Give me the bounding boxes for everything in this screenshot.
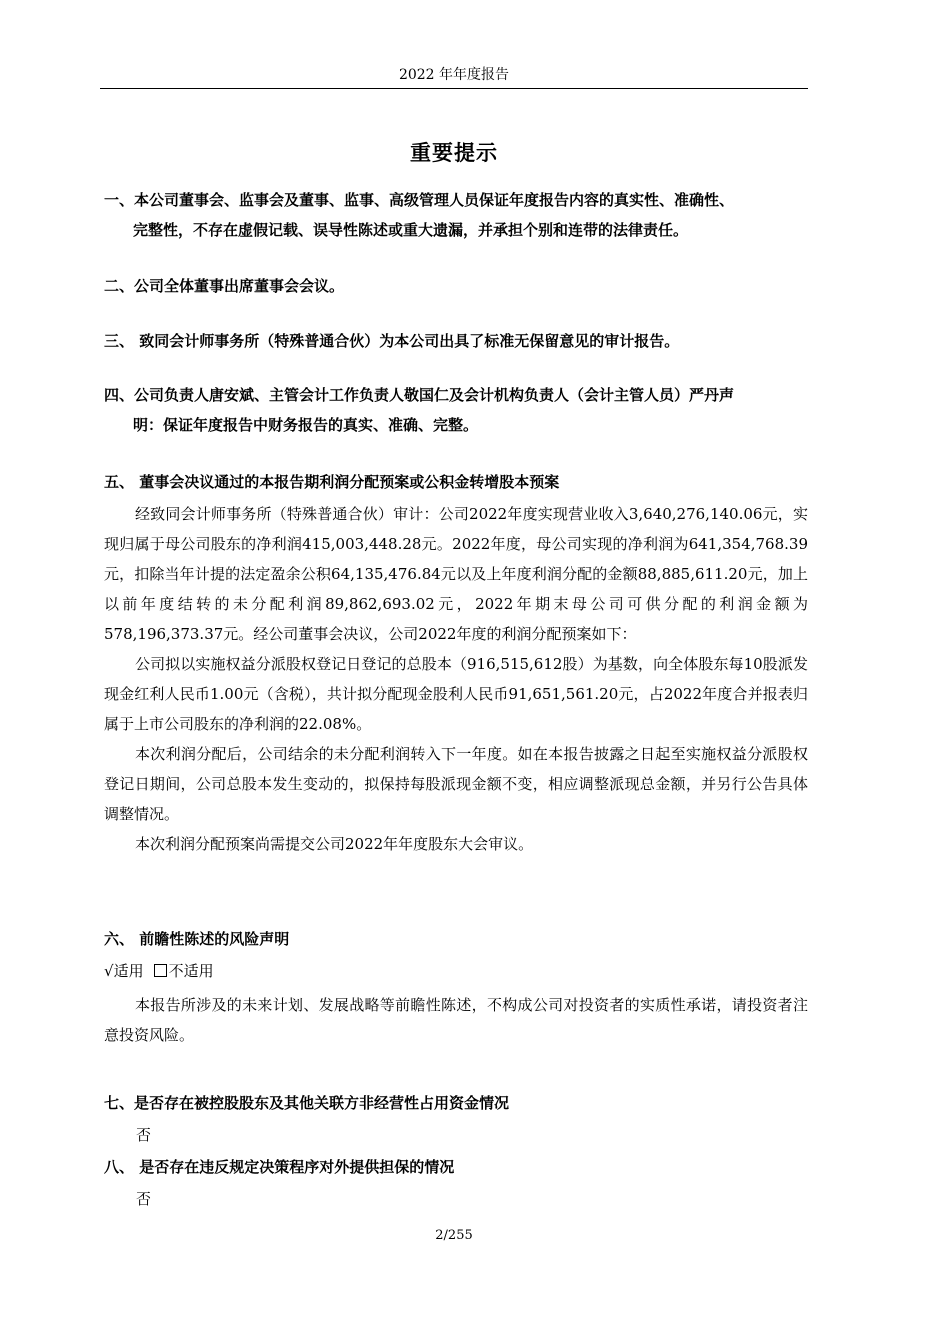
applicable-label: 适用 <box>113 962 144 980</box>
section-4 <box>104 380 810 440</box>
check-mark-icon: √ <box>104 962 114 980</box>
section-5-heading: 五、 董事会决议通过的本报告期利润分配预案或公积金转增股本预案 <box>104 473 560 491</box>
section-5-paragraph-2: 公司拟以实施权益分派股权登记日登记的总股本（916,515,612股）为基数，向全体股东每10股派发现金红利人民币1.00元（含税），共计拟分配现金股利人民币91,651,561.20元，占2022年度合并报表归属于上市公司股东的净利润的22.08%。 <box>104 655 808 733</box>
section-5-paragraph-3: 本次利润分配后，公司结余的未分配利润转入下一年度。如在本报告披露之日起至实施权益分派股权登记日期间，公司总股本发生变动的，拟保持每股派现金额不变，相应调整派现总金额，并另行公告具体调整情况。 <box>104 745 808 823</box>
section-7-heading: 七、是否存在被控股股东及其他关联方非经营性占用资金情况 <box>104 1094 510 1112</box>
section-8-answer: 否 <box>136 1190 152 1208</box>
section-4-line2: 明：保证年度报告中财务报告的真实、准确、完整。 <box>133 416 479 434</box>
page-header-title: 2022 年年度报告 <box>398 67 510 83</box>
section-1-line2: 完整性，不存在虚假记载、误导性陈述或重大遗漏，并承担个别和连带的法律责任。 <box>133 221 689 239</box>
section-5-body <box>104 499 808 859</box>
section-4-line1: 四、公司负责人唐安斌、主管会计工作负责人敬国仁及会计机构负责人（会计主管人员）严丹声 <box>104 386 735 404</box>
page-number: 2/255 <box>435 1228 473 1243</box>
section-5-paragraph-1: 经致同会计师事务所（特殊普通合伙）审计：公司2022年度实现营业收入3,640,276,140.06元，实现归属于母公司股东的净利润415,003,448.28元。2022年度，母公司实现的净利润为641,354,768.39元，扣除当年计提的法定盈余公积64,135,476.84元以及上年度利润分配的金额88,885,611.20元，加上以前年度结转的未分配利润89,862,693.02元，2022年期末母公司可供分配的利润金额为578,196,373.37元。经公司董事会决议，公司2022年度的利润分配预案如下： <box>104 505 808 643</box>
section-1-line1: 一、本公司董事会、监事会及董事、监事、高级管理人员保证年度报告内容的真实性、准确性、 <box>104 191 735 209</box>
page-title: 重要提示 <box>410 141 498 165</box>
section-7-answer: 否 <box>136 1126 152 1144</box>
section-8-heading: 八、 是否存在违反规定决策程序对外提供担保的情况 <box>104 1158 455 1176</box>
section-1 <box>104 185 810 245</box>
section-3: 三、 致同会计师事务所（特殊普通合伙）为本公司出具了标准无保留意见的审计报告。 <box>104 332 680 350</box>
not-applicable-label: 不适用 <box>168 962 214 980</box>
section-6-heading: 六、 前瞻性陈述的风险声明 <box>104 930 290 948</box>
section-2: 二、公司全体董事出席董事会会议。 <box>104 277 345 295</box>
section-6-paragraph-1: 本报告所涉及的未来计划、发展战略等前瞻性陈述，不构成公司对投资者的实质性承诺，请投资者注意投资风险。 <box>104 996 808 1044</box>
section-6-body <box>104 990 808 1050</box>
empty-checkbox-icon <box>154 964 167 977</box>
section-5-paragraph-4: 本次利润分配预案尚需提交公司2022年年度股东大会审议。 <box>135 835 534 853</box>
applicability-options <box>104 956 214 986</box>
header-divider <box>100 88 808 89</box>
